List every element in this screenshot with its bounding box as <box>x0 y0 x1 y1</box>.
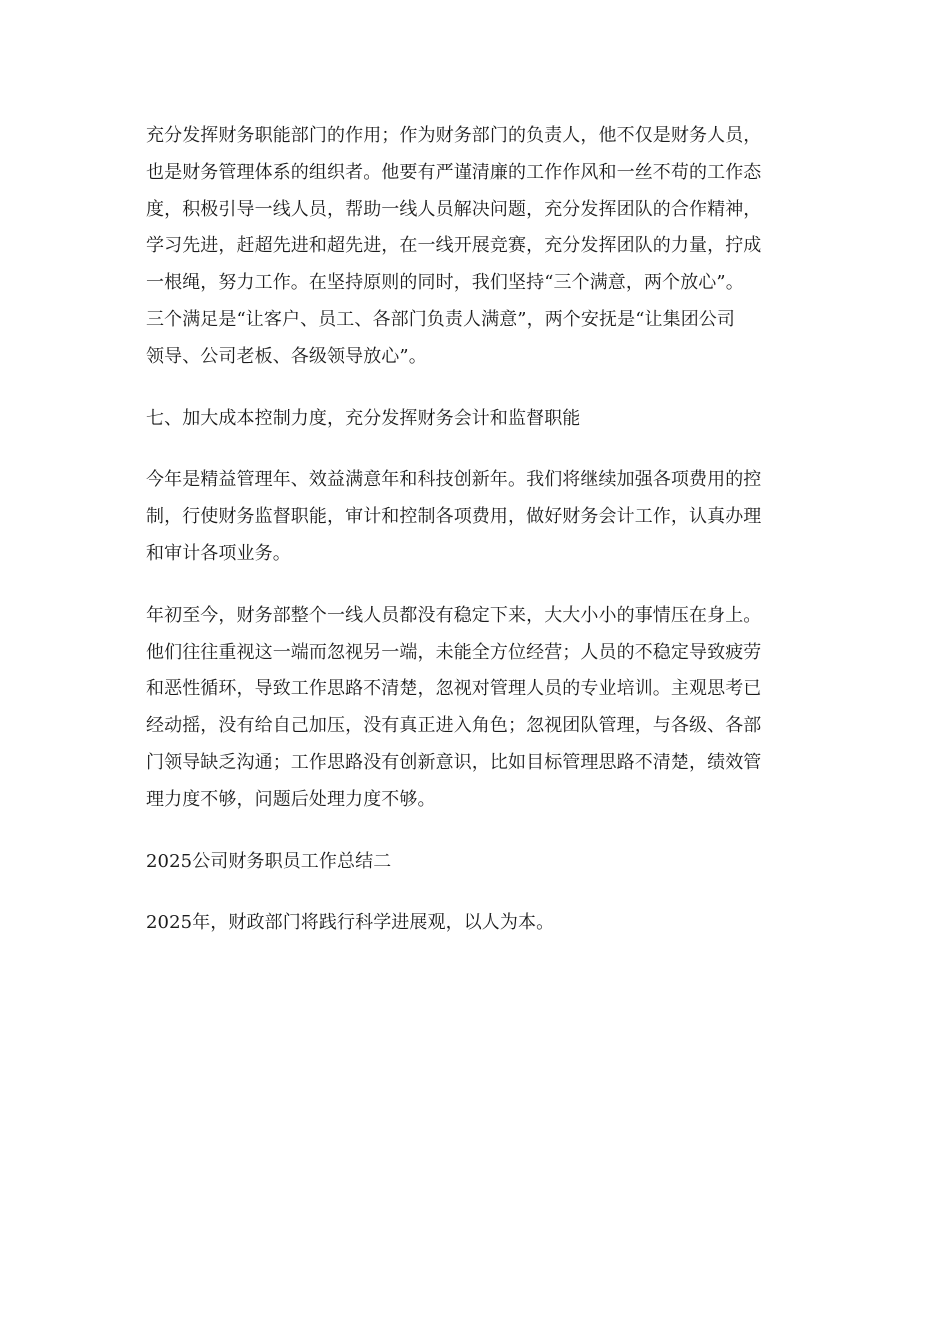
text-line: 度，积极引导一线人员，帮助一线人员解决问题，充分发挥团队的合作精神， <box>146 198 762 220</box>
text-line: 和恶性循环，导致工作思路不清楚，忽视对管理人员的专业培训。主观思考已 <box>146 678 762 700</box>
paragraph-cost-control <box>146 462 806 572</box>
paragraph-problems <box>146 598 806 819</box>
text-line: 充分发挥财务职能部门的作用；作为财务部门的负责人，他不仅是财务人员， <box>146 125 762 146</box>
text-line: 经动摇，没有给自己加压，没有真正进入角色；忽视团队管理，与各级、各部 <box>146 715 762 737</box>
paragraph-finance-role <box>146 118 806 376</box>
text-line: 学习先进，赶超先进和超先进，在一线开展竞赛，充分发挥团队的力量，拧成 <box>146 235 762 257</box>
paragraph-intro-2025 <box>146 905 806 942</box>
text-line: 他们往往重视这一端而忽视另一端，未能全方位经营；人员的不稳定导致疲劳 <box>146 641 762 663</box>
text-line: 2025年，财政部门将践行科学进展观，以人为本。 <box>146 912 555 934</box>
section-heading-text: 七、加大成本控制力度，充分发挥财务会计和监督职能 <box>146 407 581 429</box>
document-body <box>146 118 806 942</box>
subtitle-text: 2025公司财务职员工作总结二 <box>146 850 392 872</box>
text-line: 和审计各项业务。 <box>146 542 291 564</box>
text-line: 今年是精益管理年、效益满意年和科技创新年。我们将继续加强各项费用的控 <box>146 469 762 491</box>
text-line: 年初至今，财务部整个一线人员都没有稳定下来，大大小小的事情压在身上。 <box>146 604 762 626</box>
text-line: 门领导缺乏沟通；工作思路没有创新意识，比如目标管理思路不清楚，绩效管 <box>146 751 762 773</box>
document-subtitle <box>146 844 806 881</box>
text-line: 三个满足是“让客户、员工、各部门负责人满意”，两个安抚是“让集团公司 <box>146 308 736 330</box>
section-heading <box>146 401 806 438</box>
text-line: 一根绳，努力工作。在坚持原则的同时，我们坚持“三个满意，两个放心”。 <box>146 272 744 294</box>
text-line: 领导、公司老板、各级领导放心”。 <box>146 345 427 367</box>
text-line: 也是财务管理体系的组织者。他要有严谨清廉的工作作风和一丝不苟的工作态 <box>146 161 762 183</box>
text-line: 制，行使财务监督职能，审计和控制各项费用，做好财务会计工作，认真办理 <box>146 506 762 528</box>
text-line: 理力度不够，问题后处理力度不够。 <box>146 788 436 810</box>
